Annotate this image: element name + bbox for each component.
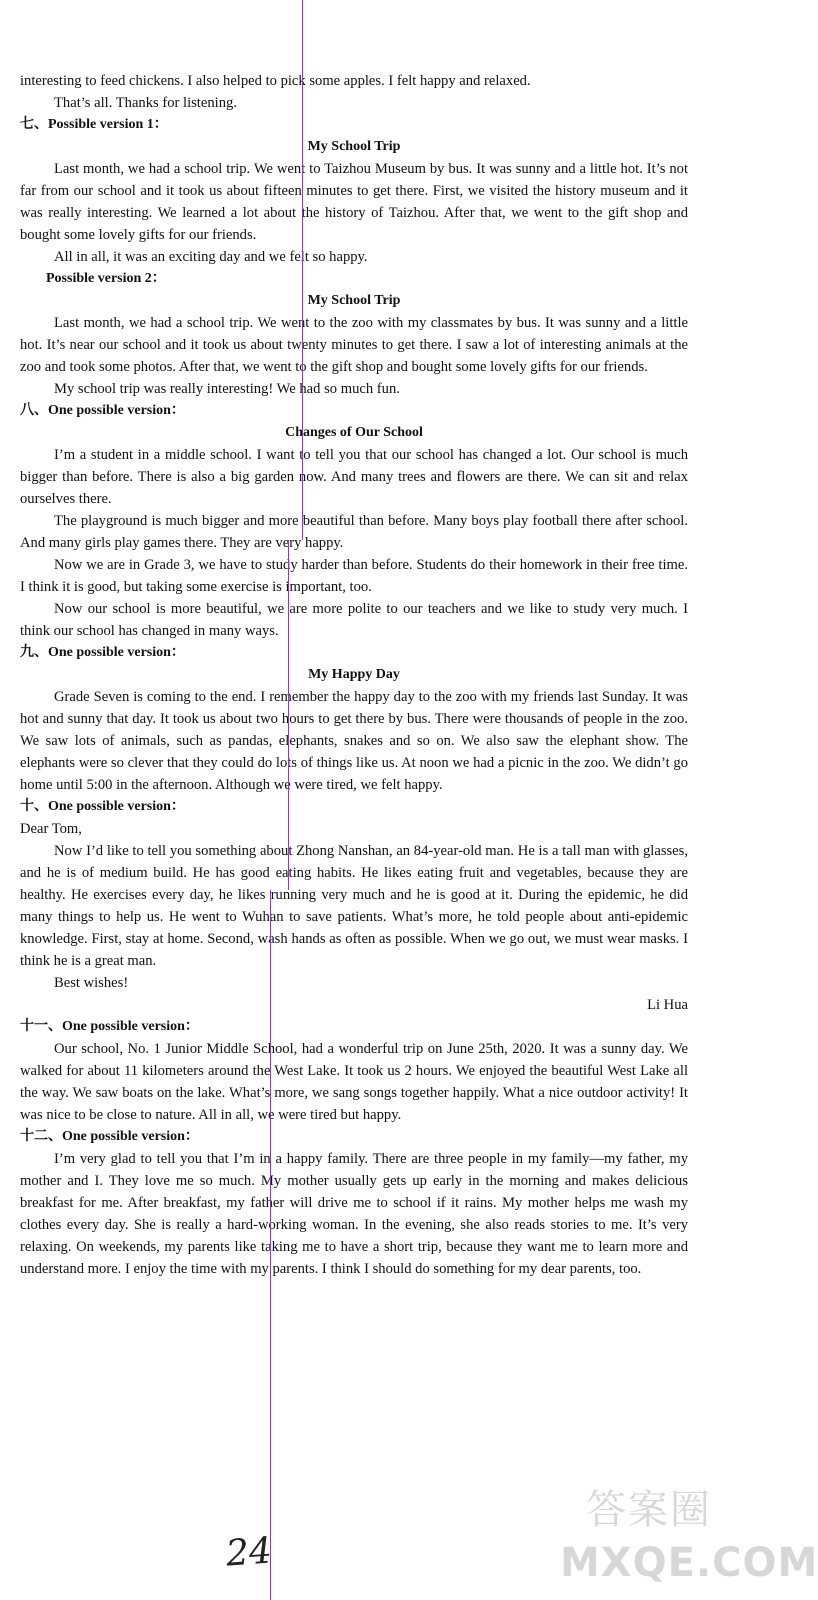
essay-paragraph: Now we are in Grade 3, we have to study harder than before. Students do their homework in their free time. I think it is good, but taking some exercise is important, too. — [20, 557, 688, 595]
essay-paragraph: Best wishes! — [54, 975, 129, 991]
essay-paragraph: Last month, we had a school trip. We went to Taizhou Museum by bus. It was sunny and a little hot. It’s not far from our school and it took us about fifteen minutes to get there. First, we visited the history museum and it was really interesting. We learned a lot about the history of Taizhou. After that, we went to the gift shop and bought some lovely gifts for our friends. — [20, 161, 688, 243]
essay-title: My Happy Day — [308, 667, 400, 682]
essay-title: My School Trip — [307, 293, 401, 308]
essay-paragraph: Grade Seven is coming to the end. I remember the happy day to the zoo with my friends last Sunday. It was hot and sunny that day. It took us about two hours to get there by bus. There were thousands of people in the zoo. We saw lots of animals, such as pandas, elephants, snakes and so on. We also saw the elephant show. The elephants were so clever that they could do lots of things like us. At noon we had a picnic in the zoo. We didn’t go home until 5:00 in the afternoon. Although we were tired, we felt happy. — [20, 689, 688, 793]
fold-line-middle — [288, 540, 289, 890]
essay-paragraph: I’m very glad to tell you that I’m in a happy family. There are three people in my family—my father, my mother and I. They love me so much. My mother usually gets up early in the morning and makes delicious breakfast for me. After breakfast, my father will drive me to school if it rains. My mother helps me wash my clothes every day. She is really a hard-working woman. In the evening, she also reads stories to me. It’s very relaxing. On weekends, my parents like taking me to have a short trip, because they want me to learn more and understand more. I enjoy the time with my parents. I think I should do something for my dear parents, too. — [20, 1151, 688, 1277]
fold-line-lower — [270, 890, 271, 1600]
site-watermark — [560, 1478, 818, 1590]
section-heading: 七、Possible version 1： — [20, 117, 168, 132]
section-heading: 十二、One possible version： — [20, 1129, 199, 1144]
fold-line-upper — [302, 0, 303, 540]
essay-paragraph: I’m a student in a middle school. I want to tell you that our school has changed a lot. Our school is much bigger than before. There is also a big garden now. And many trees and flowers are there. We can sit and relax ourselves there. — [20, 447, 688, 507]
essay-paragraph: Last month, we had a school trip. We went to the zoo with my classmates by bus. It was sunny and a little hot. It’s near our school and it took us about twenty minutes to get there. I saw a lot of interesting animals at the zoo and took some photos. After that, we went to the gift shop and bought some lovely gifts for our friends. — [20, 315, 688, 375]
essay-paragraph: Dear Tom, — [20, 821, 82, 837]
section-heading: 八、One possible version： — [20, 403, 185, 418]
essay-title: My School Trip — [307, 139, 401, 154]
essay-paragraph: Our school, No. 1 Junior Middle School, had a wonderful trip on June 25th, 2020. It was a sunny day. We walked for about 11 kilometers around the West Lake. It took us 2 hours. We enjoyed the beautiful West Lake all the way. We saw boats on the lake. What’s more, we sang songs together happily. What a nice outdoor activity! It was nice to be close to nature. All in all, we were tired but happy. — [20, 1041, 688, 1123]
watermark-domain: MXQE.COM — [560, 1540, 818, 1586]
section-subheading: Possible version 2： — [46, 271, 166, 286]
essay-paragraph: interesting to feed chickens. I also helped to pick some apples. I felt happy and relaxed. — [20, 73, 531, 89]
watermark-logo-text: 答案圈 — [586, 1487, 712, 1533]
essay-paragraph: My school trip was really interesting! We had so much fun. — [54, 381, 400, 397]
section-heading: 十、One possible version： — [20, 799, 185, 814]
section-heading: 九、One possible version： — [20, 645, 185, 660]
essay-paragraph: All in all, it was an exciting day and we felt so happy. — [54, 249, 368, 265]
essay-paragraph: Now I’d like to tell you something about Zhong Nanshan, an 84-year-old man. He is a tall man with glasses, and he is of medium build. He has good eating habits. He likes eating fruit and vegetables, because they are healthy. He exercises every day, he likes running very much and he is good at it. During the epidemic, he did many things to help us. He went to Wuhan to save patients. What’s more, he told people about anti-epidemic knowledge. First, stay at home. Second, wash hands as often as possible. When we go out, we must wear masks. I think he is a great man. — [20, 843, 688, 969]
letter-signature: Li Hua — [647, 997, 688, 1013]
section-heading: 十一、One possible version： — [20, 1019, 199, 1034]
essay-paragraph: The playground is much bigger and more beautiful than before. Many boys play football there after school. And many girls play games there. They are very happy. — [20, 513, 688, 551]
page-number: 24 — [224, 1530, 274, 1575]
essay-paragraph: Now our school is more beautiful, we are more polite to our teachers and we like to study very much. I think our school has changed in many ways. — [20, 601, 688, 639]
essay-paragraph: That’s all. Thanks for listening. — [54, 95, 237, 111]
answer-page-content — [20, 70, 688, 1280]
essay-title: Changes of Our School — [285, 425, 423, 440]
